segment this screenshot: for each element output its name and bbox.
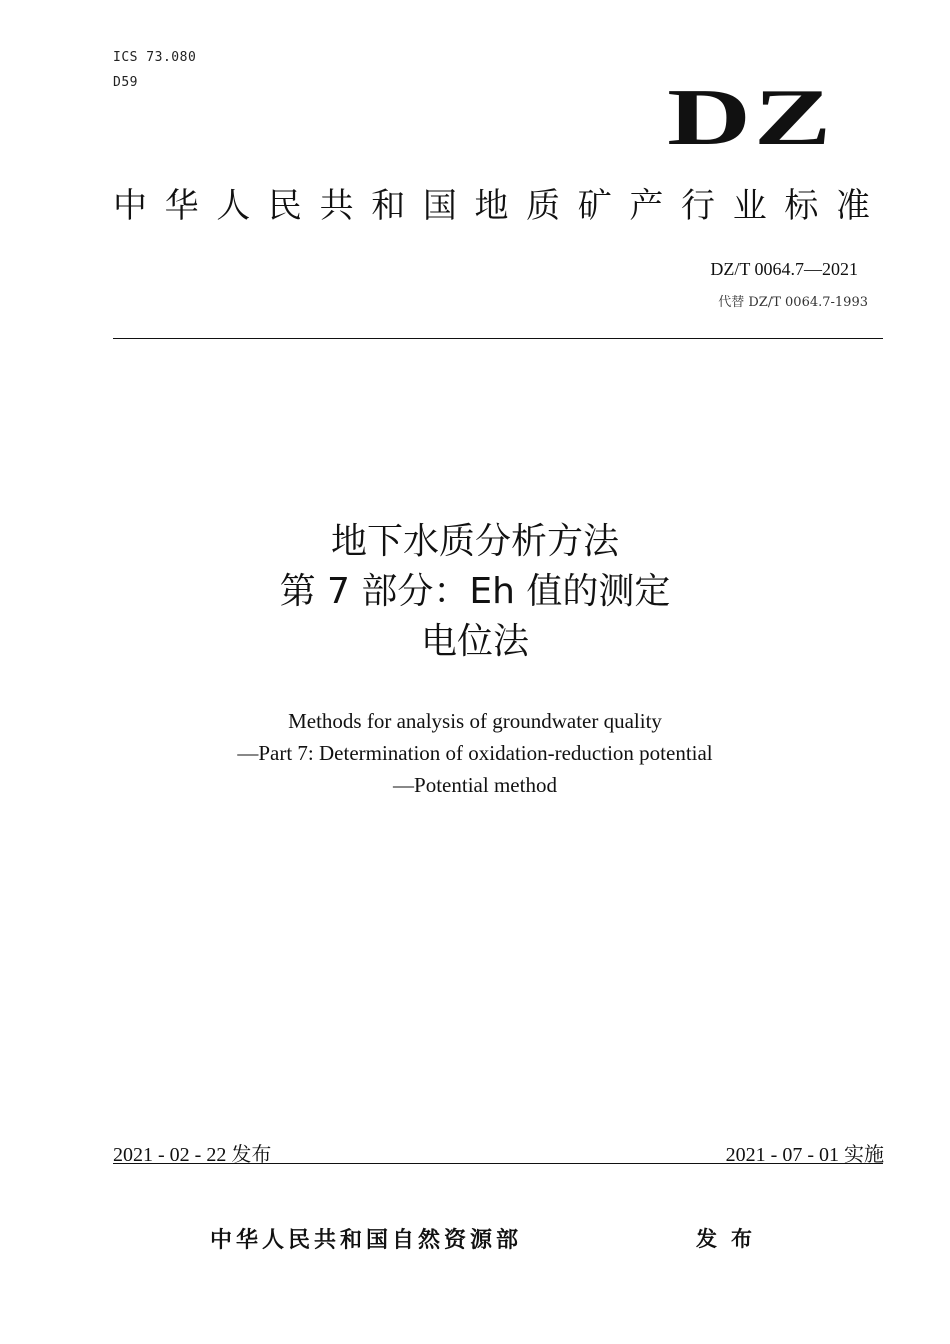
english-title [0, 705, 950, 801]
english-title-line: —Part 7: Determination of oxidation-reduction potential [237, 741, 713, 765]
standard-category-char: 业 [732, 186, 767, 226]
replaces-note: 代替 DZ/T 0064.7-1993 [718, 295, 868, 310]
chinese-title-line: 地下水质分析方法 [330, 521, 619, 562]
standard-category-char: 中 [113, 186, 147, 226]
standard-category-char: 人 [216, 186, 251, 226]
english-title-line: Methods for analysis of groundwater quality [288, 709, 662, 733]
standard-category-char: 和 [371, 186, 406, 226]
dz-logo: DZ [667, 74, 834, 162]
standard-category-char: 共 [319, 186, 354, 226]
standard-category-char: 国 [422, 186, 457, 226]
standard-category-char: 质 [526, 186, 561, 226]
effective-date: 2021 - 07 - 01 实施 [725, 1144, 884, 1166]
standard-category-title [113, 186, 870, 226]
standard-category-char: 民 [267, 186, 302, 226]
chinese-title-line: 电位法 [420, 621, 529, 662]
top-divider [113, 338, 883, 339]
standard-category-char: 地 [474, 186, 509, 226]
issued-label: 发布 [696, 1227, 766, 1251]
issue-date: 2021 - 02 - 22 发布 [113, 1144, 272, 1166]
issuing-authority: 中华人民共和国自然资源部 [210, 1228, 523, 1253]
standard-category-char: 准 [835, 186, 870, 226]
ics-code: ICS 73.080 [113, 50, 197, 65]
ccs-code: D59 [113, 75, 138, 90]
standard-number: DZ/T 0064.7—2021 [710, 259, 858, 279]
chinese-title [0, 517, 950, 667]
chinese-title-line: 第 7 部分：Eh 值的测定 [279, 571, 671, 612]
standard-category-char: 标 [784, 186, 819, 226]
bottom-divider [113, 1163, 883, 1164]
standard-category-char: 产 [629, 186, 664, 226]
standard-category-char: 行 [681, 186, 716, 226]
english-title-line: —Potential method [393, 773, 557, 797]
standard-category-char: 矿 [577, 186, 612, 226]
standard-category-char: 华 [164, 186, 199, 226]
